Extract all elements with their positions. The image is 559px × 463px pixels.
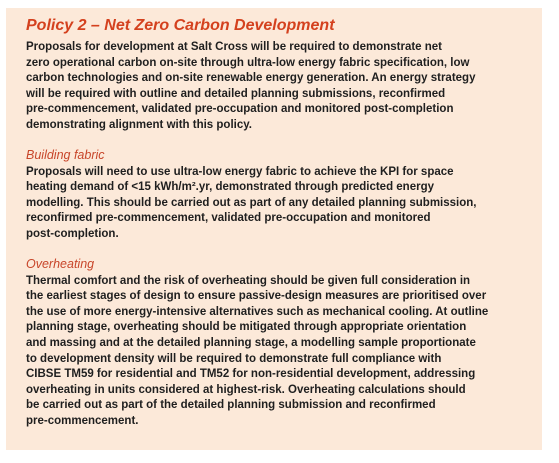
policy-box xyxy=(6,8,542,450)
overheating-body: Thermal comfort and the risk of overheating should be given full consideration in the earliest stages of design to ensure passive-design measures are prioritised over the use of more energy-intensive alternatives such as mechanical cooling. At outline planning stage, overheating should be mitigated through appropriate orientation and massing and at the detailed planning stage, a modelling sample proportionate to development density will be required to demonstrate full compliance with CIBSE TM59 for residential and TM52 for non-residential development, addressing overheating in units considered at highest-risk. Overheating calculations should be carried out as part of the detailed planning submission and reconfirmed pre-commencement. xyxy=(26,274,489,427)
building-fabric-heading: Building fabric xyxy=(26,147,105,162)
policy-intro: Proposals for development at Salt Cross will be required to demonstrate net zero operational carbon on-site through ultra-low energy fabric specification, low carbon technologies and on-site renewable energy generation. An energy strategy will be required with outline and detailed planning submissions, reconfirmed pre-commencement, validated pre-occupation and monitored post-completion demonstrating alignment with this policy. xyxy=(26,41,476,131)
overheating-heading: Overheating xyxy=(26,256,95,271)
policy-title: Policy 2 – Net Zero Carbon Development xyxy=(26,17,335,34)
building-fabric-body: Proposals will need to use ultra-low energy fabric to achieve the KPI for space heating demand of <15 kWh/m².yr, demonstrated through predicted energy modelling. This should be carried out as part of any detailed planning submission, reconfirmed pre-commencement, validated pre-occupation and monitored post-completion. xyxy=(26,165,477,240)
